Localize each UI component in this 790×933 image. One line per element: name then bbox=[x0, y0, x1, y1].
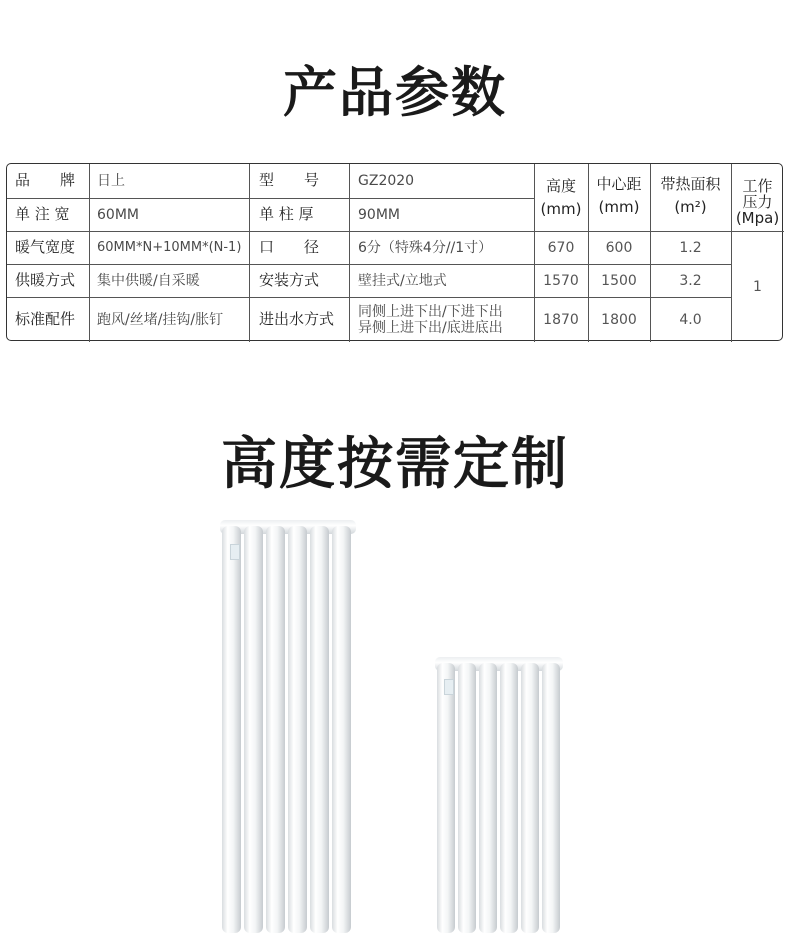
value-heating-mode: 集中供暖/自采暖 bbox=[97, 272, 200, 289]
radiator-tube bbox=[479, 663, 497, 933]
cell-center: 1800 bbox=[601, 311, 637, 328]
cell-center: 1500 bbox=[601, 272, 637, 289]
col-divider bbox=[349, 164, 350, 342]
col-divider bbox=[89, 164, 90, 342]
cell-height: 1870 bbox=[543, 311, 579, 328]
value-accessories: 跑风/丝堵/挂钩/胀钉 bbox=[97, 311, 224, 328]
label-water-inlet: 进出水方式 bbox=[259, 310, 335, 329]
cell-area: 3.2 bbox=[679, 272, 702, 289]
label-caliber: 口 径 bbox=[259, 238, 320, 257]
water-inlet-line-2: 异侧上进下出/底进底出 bbox=[358, 320, 503, 336]
value-radiator-width: 60MM*N+10MM*(N-1) bbox=[97, 239, 242, 255]
radiator-tube bbox=[266, 526, 285, 933]
radiator-tube bbox=[244, 526, 263, 933]
label-radiator-width: 暖气宽度 bbox=[15, 238, 76, 257]
radiator-tube bbox=[521, 663, 539, 933]
label-accessories: 标准配件 bbox=[15, 310, 76, 329]
radiator-tube bbox=[542, 663, 560, 933]
cell-center: 600 bbox=[605, 239, 633, 256]
value-model: GZ2020 bbox=[358, 172, 415, 189]
label-heating-mode: 供暖方式 bbox=[15, 271, 76, 290]
label-model: 型 号 bbox=[259, 171, 320, 190]
header-height: 高度 (mm) bbox=[540, 176, 582, 218]
tall-radiator-image bbox=[218, 520, 358, 933]
label-installation: 安装方式 bbox=[259, 271, 320, 290]
cell-area: 4.0 bbox=[679, 311, 702, 328]
value-column-width: 60MM bbox=[97, 206, 139, 223]
radiator-tube bbox=[458, 663, 476, 933]
radiator-tube bbox=[222, 526, 241, 933]
label-brand: 品 牌 bbox=[15, 171, 76, 190]
brand-sticker bbox=[444, 679, 454, 695]
cell-height: 1570 bbox=[543, 272, 579, 289]
value-column-thickness: 90MM bbox=[358, 206, 400, 223]
value-water-inlet bbox=[358, 300, 534, 340]
col-divider bbox=[249, 164, 250, 342]
section-title-params: 产品参数 bbox=[283, 61, 507, 124]
value-installation: 壁挂式/立地式 bbox=[358, 272, 447, 289]
short-radiator-image bbox=[433, 657, 565, 933]
cell-height: 670 bbox=[547, 239, 575, 256]
radiator-tube bbox=[288, 526, 307, 933]
brand-sticker bbox=[230, 544, 240, 560]
label-column-thickness: 单 柱 厚 bbox=[259, 205, 314, 224]
spec-table bbox=[6, 163, 783, 341]
header-center-distance: 中心距 (mm) bbox=[596, 174, 642, 216]
cell-pressure: 1 bbox=[753, 278, 762, 295]
label-column-width: 单 注 宽 bbox=[15, 205, 70, 224]
radiator-tube bbox=[332, 526, 351, 933]
radiator-tube bbox=[310, 526, 329, 933]
water-inlet-line-1: 同侧上进下出/下进下出 bbox=[358, 303, 503, 320]
header-pressure: 工作 压力 (Mpa) bbox=[735, 177, 780, 227]
radiator-tube bbox=[500, 663, 518, 933]
header-heat-area: 带热面积 (m²) bbox=[660, 174, 721, 216]
cell-area: 1.2 bbox=[679, 239, 702, 256]
value-caliber: 6分（特殊4分//1寸） bbox=[358, 239, 493, 256]
radiator-tube bbox=[437, 663, 455, 933]
value-brand: 日上 bbox=[97, 172, 125, 189]
section-title-custom: 高度按需定制 bbox=[221, 432, 569, 497]
